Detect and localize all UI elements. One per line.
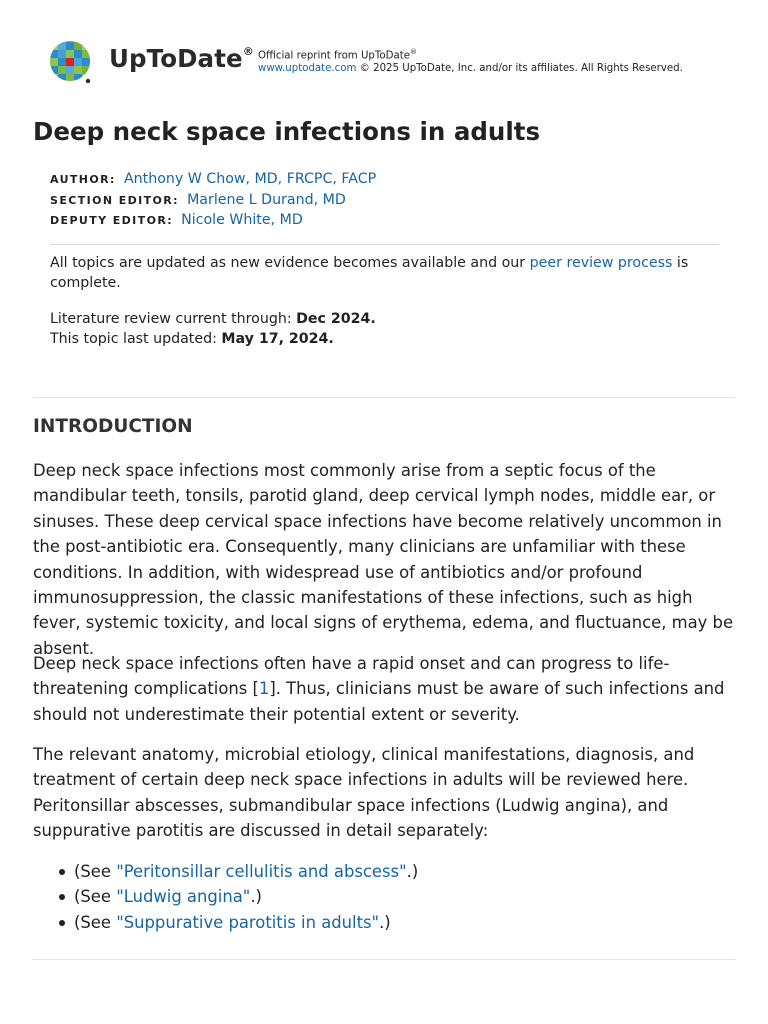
reprint-notice (258, 46, 683, 75)
intro-paragraph-1: Deep neck space infections most commonly arise from a septic focus of the mandibular teeth, tonsils, parotid gland, deep cervical lymph nodes, middle ear, or sinuses. These deep cervical space infections have become relatively uncommon in the post-antibiotic era. Consequently, many clinicians are unfamiliar with these conditions. In addition, with widespread use of antibiotics and/or profound immunosuppression, the classic manifestations of these infections, such as high fever, systemic toxicity, and local signs of erythema, edema, and fluctuance, may be absent. (33, 461, 734, 658)
registered-mark: ® (242, 44, 254, 58)
last-updated-line: This topic last updated: May 17, 2024. (50, 331, 334, 347)
list-item: (See "Suppurative parotitis in adults".) (56, 910, 418, 935)
page-header (48, 38, 728, 84)
section-heading-introduction: INTRODUCTION (33, 416, 193, 437)
bullet-icon (59, 894, 65, 900)
article-credits (50, 168, 376, 230)
topic-link-peritonsillar[interactable]: "Peritonsillar cellulitis and abscess" (116, 862, 407, 881)
credit-section-editor (50, 189, 376, 210)
reference-link-1[interactable]: 1 (258, 679, 270, 699)
list-item: (See "Peritonsillar cellulitis and abscess".) (56, 859, 418, 884)
section-divider (33, 397, 735, 398)
author-link[interactable]: Anthony W Chow, MD, FRCPC, FACP (123, 171, 377, 187)
article-title: Deep neck space infections in adults (33, 117, 541, 146)
last-updated-date: May 17, 2024. (221, 331, 334, 347)
credit-role: AUTHOR: (50, 173, 116, 186)
credit-deputy-editor (50, 209, 376, 230)
credit-role: SECTION EDITOR: (50, 193, 179, 207)
copyright-text: © 2025 UpToDate, Inc. and/or its affiliates. All Rights Reserved. (359, 63, 683, 75)
section-divider (33, 959, 735, 960)
divider (50, 244, 719, 245)
intro-paragraph-3: The relevant anatomy, microbial etiology, clinical manifestations, diagnosis, and treatment of certain deep neck space infections in adults will be reviewed here. Peritonsillar abscesses, submandibular space infections (Ludwig angina), and suppurative parotitis are discussed in detail separately: (33, 745, 695, 841)
list-item: (See "Ludwig angina".) (56, 884, 418, 909)
brand-name: UpToDate® (109, 44, 254, 73)
review-dates (50, 309, 376, 349)
site-link[interactable]: www.uptodate.com (258, 63, 357, 75)
reprint-line: Official reprint from UpToDate® (258, 48, 417, 62)
related-topics-list (56, 859, 418, 935)
literature-review-line: Literature review current through: Dec 2024. (50, 311, 376, 327)
peer-review-link[interactable]: peer review process (529, 255, 673, 271)
uptodate-logo-icon[interactable] (48, 40, 94, 86)
bullet-icon (59, 920, 65, 926)
intro-paragraph-2: Deep neck space infections often have a rapid onset and can progress to life-threatening complications [1]. Thus, clinicians must be aware of such infections and should not underestimate their potential extent or severity. (33, 654, 725, 724)
credit-role: DEPUTY EDITOR: (50, 214, 173, 227)
section-editor-link[interactable]: Marlene L Durand, MD (187, 191, 346, 208)
literature-review-date: Dec 2024. (296, 311, 376, 327)
bullet-icon (59, 869, 65, 875)
topic-link-parotitis[interactable]: "Suppurative parotitis in adults" (116, 912, 380, 932)
topic-link-ludwig[interactable]: "Ludwig angina" (116, 887, 251, 907)
update-notice: All topics are updated as new evidence becomes available and our peer review process is complete. (50, 255, 689, 291)
credit-author (50, 168, 376, 189)
deputy-editor-link[interactable]: Nicole White, MD (181, 212, 303, 228)
copyright-line (258, 62, 683, 75)
